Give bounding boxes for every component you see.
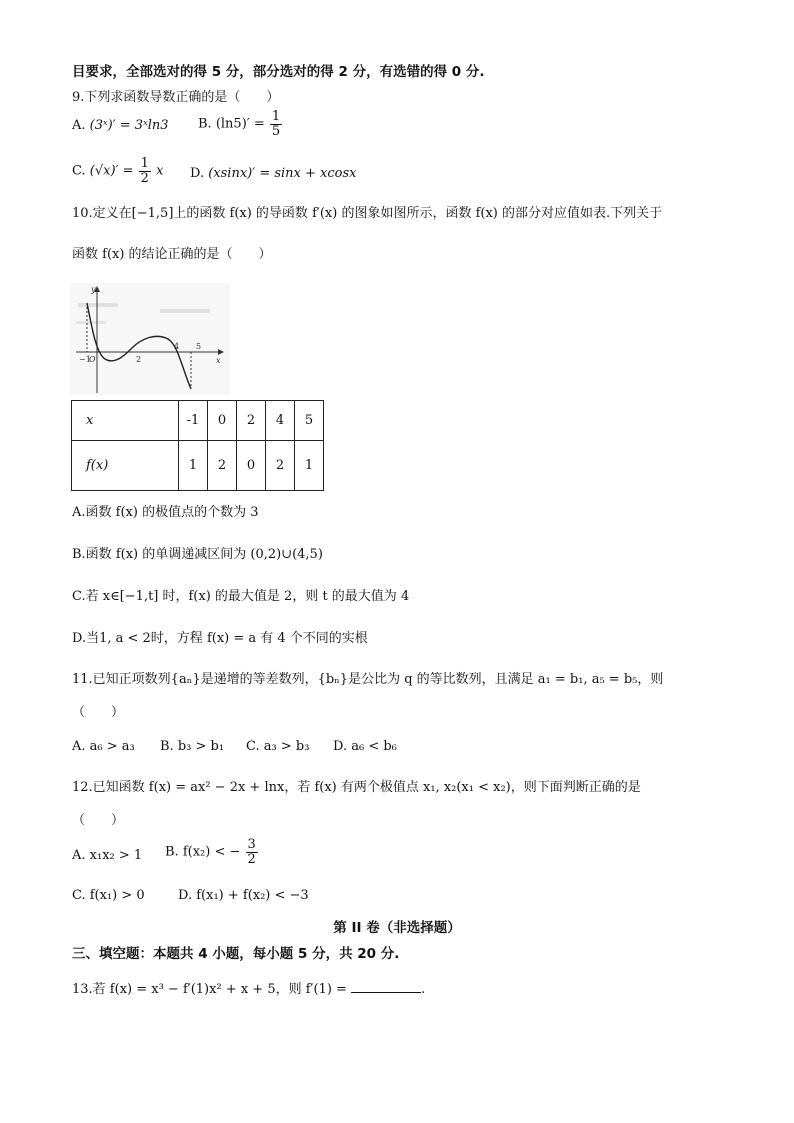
q12-stem-line1: 12.已知函数 f(x) = ax² − 2x + lnx，若 f(x) 有两个极值点 x₁, x₂(x₁ < x₂)，则下面判断正确的是: [72, 780, 641, 795]
tick-2: 2: [136, 355, 142, 364]
tick-minus1: −1: [79, 355, 91, 364]
q12-option-c: C. f(x₁) > 0: [72, 888, 145, 903]
table-cell: 4: [266, 401, 295, 441]
q9-option-b: [198, 110, 283, 138]
tick-origin: O: [89, 355, 96, 364]
section-2-title: 第 II 卷（非选择题）: [333, 920, 461, 936]
q9-a-expr: (3ˣ)′ = 3ˣln3: [89, 118, 169, 133]
tick-4: 4: [174, 342, 180, 351]
q9-c-expr: (√x)′ =: [89, 163, 134, 179]
q9-c-fraction: [139, 157, 151, 185]
x-axis-label: x: [216, 356, 221, 365]
q11-stem-line2: （ ）: [72, 705, 125, 720]
table-cell: 0: [237, 441, 266, 491]
q10-stem-line1: 10.定义在[−1,5]上的函数 f(x) 的导函数 f′(x) 的图象如图所示，函数 f(x) 的部分对应值如表.下列关于: [72, 206, 663, 221]
q9-b-label: B.: [198, 116, 212, 132]
table-cell: 2: [266, 441, 295, 491]
q10-stem-line2: 函数 f(x) 的结论正确的是（ ）: [72, 247, 272, 262]
q13-line: [72, 980, 425, 998]
table-cell: -1: [179, 401, 208, 441]
q10-option-b: B.函数 f(x) 的单调递减区间为 (0,2)∪(4,5): [72, 547, 323, 562]
q12-option-a: A. x₁x₂ > 1: [72, 848, 143, 863]
q12-b-den: 2: [247, 851, 256, 867]
table-cell: 1: [179, 441, 208, 491]
q9-c-label: C.: [72, 163, 86, 179]
q9-a-label: A.: [72, 118, 86, 133]
table-row: [72, 441, 324, 491]
q9-d-expr: (xsinx)′ = sinx + xcosx: [208, 166, 357, 181]
q10-option-c: C.若 x∈[−1,t] 时，f(x) 的最大值是 2，则 t 的最大值为 4: [72, 589, 410, 604]
q11-option-a: A. a₆ > a₃: [72, 739, 135, 754]
table-cell: 2: [208, 441, 237, 491]
graph-background: [70, 283, 230, 395]
table-cell: 5: [295, 401, 324, 441]
q12-b-prefix: B. f(x₂) < −: [165, 844, 241, 860]
y-axis-label: y: [91, 285, 96, 294]
q11-stem-line1: 11.已知正项数列{aₙ}是递增的等差数列，{bₙ}是公比为 q 的等比数列，且满足 a₁ = b₁, a₅ = b₅，则: [72, 672, 664, 687]
q11-option-b: B. b₃ > b₁: [160, 739, 225, 754]
q10-option-d: D.当1, a < 2时，方程 f(x) = a 有 4 个不同的实根: [72, 631, 368, 646]
q13-answer-blank[interactable]: [351, 980, 421, 993]
value-table: [71, 400, 324, 491]
q9-d-label: D.: [190, 166, 205, 181]
table-cell: 2: [237, 401, 266, 441]
q9-option-c: [72, 157, 163, 185]
q9-c-tail: x: [156, 163, 164, 179]
table-header-x: x: [72, 401, 179, 441]
derivative-graph: [70, 283, 230, 395]
table-row: [72, 401, 324, 441]
q9-b-num: 1: [271, 109, 281, 124]
q9-stem: 9.下列求函数导数正确的是（ ）: [72, 90, 280, 105]
q12-option-b: [165, 838, 259, 866]
q13-stem: 13.若 f(x) = x³ − f′(1)x² + x + 5，则 f′(1) =: [72, 982, 347, 997]
q12-b-fraction: [246, 838, 258, 866]
q9-c-num: 1: [140, 156, 149, 171]
q12-option-d: D. f(x₁) + f(x₂) < −3: [178, 888, 309, 903]
q9-option-d: [190, 166, 356, 182]
q9-b-expr: (ln5)′ =: [215, 116, 265, 132]
table-header-fx: f(x): [72, 441, 179, 491]
q9-option-a: [72, 118, 169, 134]
q9-c-den: 2: [140, 170, 149, 186]
q11-option-c: C. a₃ > b₃: [246, 739, 310, 754]
q10-option-a: A.函数 f(x) 的极值点的个数为 3: [72, 505, 259, 520]
table-cell: 1: [295, 441, 324, 491]
q9-b-fraction: [270, 110, 282, 138]
q12-stem-line2: （ ）: [72, 813, 125, 828]
q13-end: .: [421, 982, 426, 997]
table-cell: 0: [208, 401, 237, 441]
header-instruction: 目要求，全部选对的得 5 分，部分选对的得 2 分，有选错的得 0 分.: [72, 64, 485, 80]
q12-b-num: 3: [247, 837, 256, 852]
section-3-header: 三、填空题：本题共 4 小题，每小题 5 分，共 20 分.: [72, 946, 400, 962]
tick-5: 5: [196, 342, 202, 351]
q11-option-d: D. a₆ < b₆: [333, 739, 397, 754]
q9-b-den: 5: [271, 123, 281, 139]
